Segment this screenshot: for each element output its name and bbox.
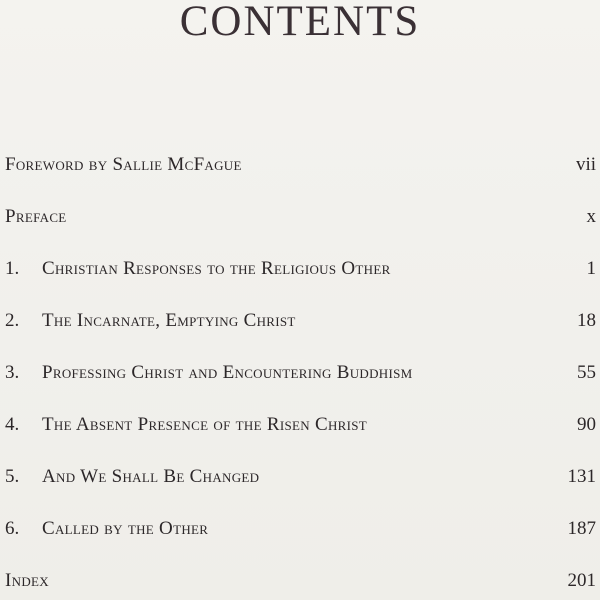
- toc-entry-left: [5, 254, 391, 284]
- toc-entry-left: [5, 566, 49, 596]
- toc-entry-left: [5, 410, 367, 440]
- toc-entry-foreword: [5, 150, 596, 180]
- toc-entry-chapter-4: [5, 410, 596, 440]
- toc-page-number: 1: [586, 258, 596, 279]
- toc-entry-title: Called by the Other: [42, 518, 209, 539]
- toc-chapter-number: 3.: [5, 362, 20, 383]
- toc-entry-left: [5, 514, 208, 544]
- toc-entry-title: Index: [5, 570, 49, 591]
- toc-entry-left: [5, 202, 67, 232]
- toc-entry-title: Foreword by Sallie McFague: [5, 154, 242, 175]
- toc-entry-index: [5, 566, 596, 596]
- toc-entry-left: [5, 306, 296, 336]
- toc-entry-left: [5, 150, 242, 180]
- toc-chapter-number: 1.: [5, 258, 20, 279]
- toc-entry-chapter-3: [5, 358, 596, 388]
- toc-entry-title: The Absent Presence of the Risen Christ: [42, 414, 368, 435]
- toc-page-number: 187: [567, 518, 596, 539]
- toc-entry-title: Preface: [5, 206, 67, 227]
- toc-page-number: 131: [567, 466, 596, 487]
- toc-entry-left: [5, 358, 413, 388]
- toc-page-number: 90: [577, 414, 596, 435]
- toc-page-number: 201: [567, 570, 596, 591]
- toc-entry-left: [5, 462, 259, 492]
- toc-entry-chapter-6: [5, 514, 596, 544]
- toc-entry-chapter-1: [5, 254, 596, 284]
- toc-page-number: 18: [577, 310, 596, 331]
- toc-entry-title: Professing Christ and Encountering Buddhism: [42, 362, 413, 383]
- toc-chapter-number: 5.: [5, 466, 20, 487]
- toc-chapter-number: 4.: [5, 414, 20, 435]
- toc-entry-preface: [5, 202, 596, 232]
- toc-entry-chapter-2: [5, 306, 596, 336]
- toc-page-number: x: [586, 206, 596, 227]
- toc-page-number: vii: [575, 154, 596, 175]
- toc-entry-title: Christian Responses to the Religious Other: [42, 258, 391, 279]
- toc-page-number: 55: [577, 362, 596, 383]
- toc-chapter-number: 6.: [5, 518, 20, 539]
- toc-chapter-number: 2.: [5, 310, 20, 331]
- toc-entry-title: The Incarnate, Emptying Christ: [42, 310, 296, 331]
- toc-entry-chapter-5: [5, 462, 596, 492]
- contents-heading: CONTENTS: [179, 0, 421, 45]
- toc-entry-title: And We Shall Be Changed: [42, 466, 260, 487]
